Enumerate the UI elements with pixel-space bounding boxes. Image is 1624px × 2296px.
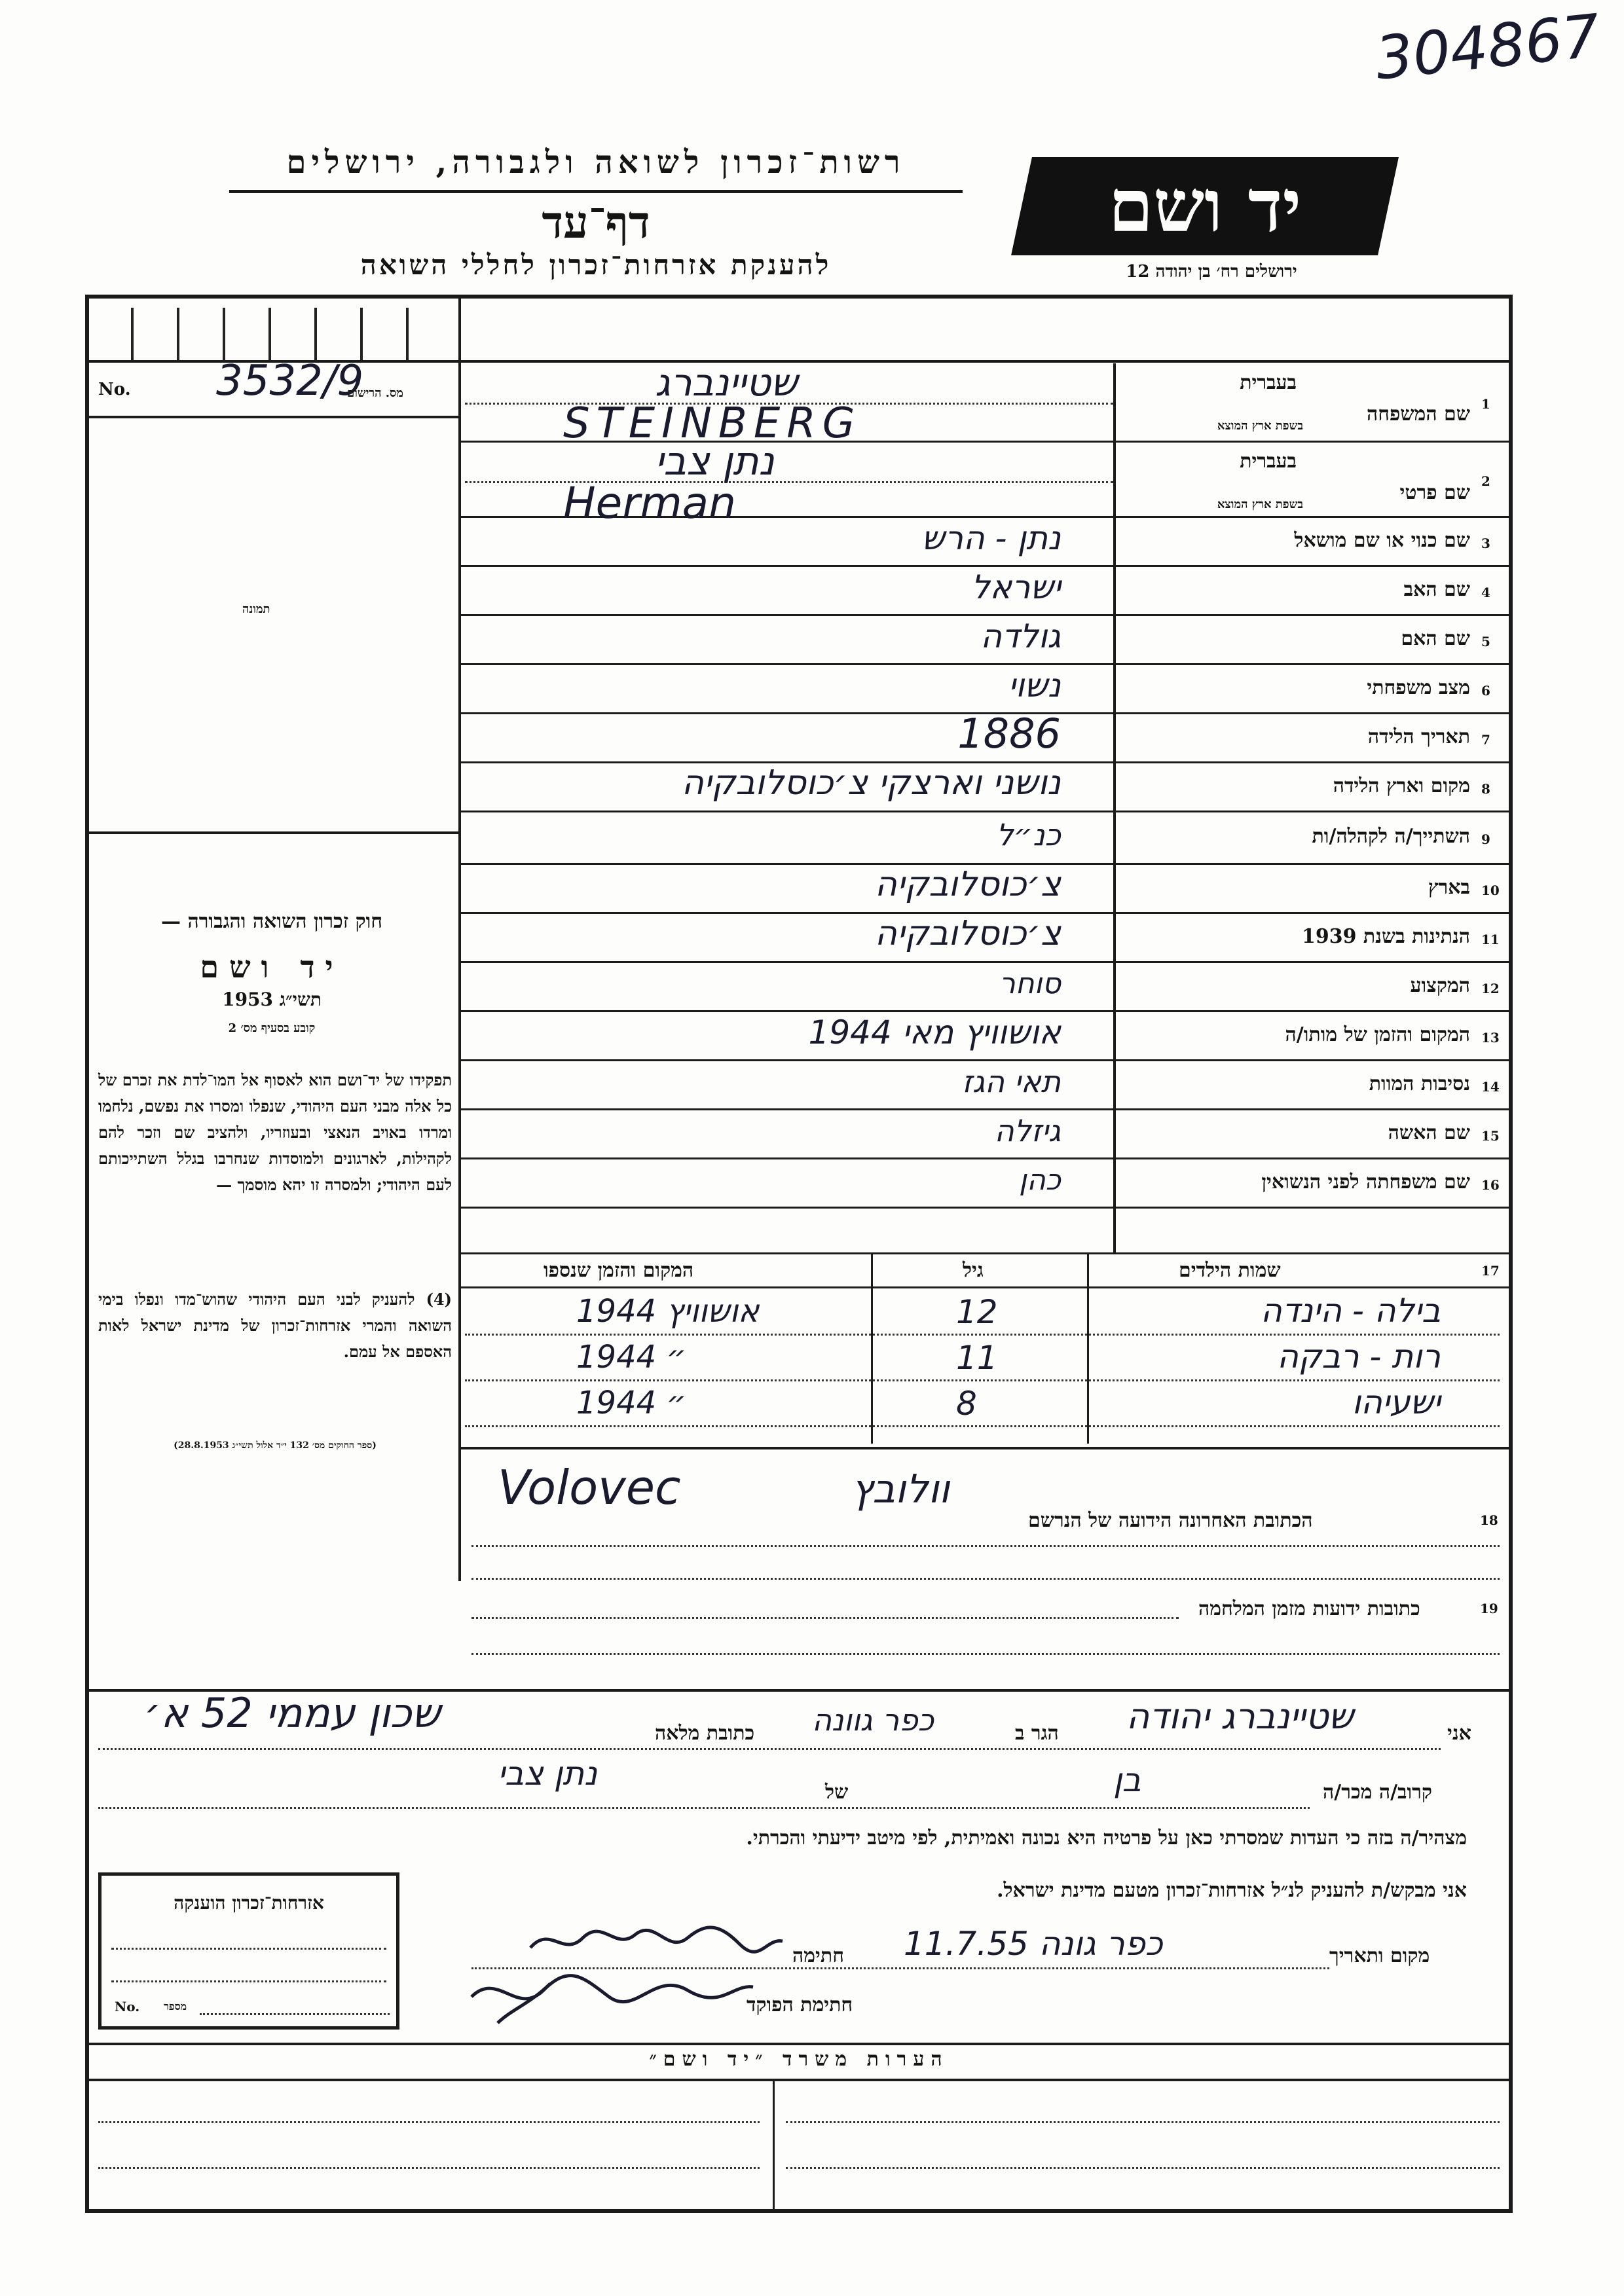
law-name: יד ושם (200, 949, 344, 985)
field-row-rule (458, 1157, 1513, 1159)
field-2-number: 2 (1481, 473, 1490, 489)
law-source-note: (ספר החוקים מס׳ 132 י״ד אלול תשי״ג 28.8.1953) (174, 1440, 377, 1451)
address-line-18b (471, 1578, 1500, 1580)
field-11-value: צ׳כוסלובקיה (874, 914, 1061, 954)
form-subtitle: להענקת אזרחות־זכרון לחללי השואה (360, 249, 832, 281)
field-1-sub-origin: בשפת ארץ המוצא (1217, 419, 1303, 433)
registration-no-label: No. (98, 380, 131, 399)
child-place-time: אושוויץ 1944 (576, 1293, 760, 1330)
registration-label: מס. הרישום (347, 386, 403, 400)
decl-address-label: כתובת מלאה (655, 1722, 755, 1745)
field-11-label: הנתינות בשנת 1939 (1301, 924, 1470, 948)
field-row-rule (458, 1010, 1513, 1012)
field-3-label: שם כנוי או שם מושאל (1294, 528, 1470, 552)
org-title: רשות־זכרון לשואה ולגבורה, ירושלים (286, 144, 906, 181)
field-row-rule (458, 811, 1513, 812)
law-text-main: תפקידו של יד־ושם הוא לאסוף אל המו־לדת את זכרם של כל אלה מבני העם היהודי, שנפלו ומסרו את נפשם, נלחמו ומרדו באויב הנאצי ובעוזריו, ולהציב שם וזכר להם לקהילות, לארגונים ולמוסדות שנחרבו בגלל השתייכותם לעם היהודי; ולמסרה זו יהא מוסמך — (98, 1070, 452, 1194)
field-13-label: המקום והזמן של מותו/ה (1285, 1023, 1470, 1046)
field-5-number: 5 (1481, 633, 1490, 649)
field-4-number: 4 (1481, 584, 1490, 600)
field-15-label: שם האשה (1388, 1121, 1470, 1144)
citizenship-no-label: No. (115, 1999, 140, 2014)
field-14-value: תאי הגז (962, 1064, 1061, 1100)
children-col-divider-1 (871, 1254, 873, 1444)
decl-city: כפר גוונה (812, 1702, 934, 1738)
field-12-number: 12 (1481, 980, 1500, 996)
field-2-sub-origin: בשפת ארץ המוצא (1217, 498, 1303, 511)
field-14-number: 14 (1481, 1078, 1500, 1095)
official-signature (458, 1958, 760, 2030)
child-age: 8 (956, 1385, 977, 1423)
field-16-number: 16 (1481, 1176, 1500, 1193)
field-8-label: מקום וארץ הלידה (1333, 774, 1470, 797)
children-top-rule (458, 1252, 1513, 1254)
field-15-value: גיזלה (994, 1113, 1061, 1149)
child-age: 11 (956, 1339, 998, 1377)
decl-resides: הגר ב (1015, 1722, 1059, 1745)
field-10-value: צ׳כוסלובקיה (874, 865, 1061, 905)
field-1-number: 1 (1481, 396, 1490, 412)
field-row-rule (458, 565, 1513, 567)
decl-place-date-label: מקום ותאריך (1329, 1944, 1430, 1967)
address-line-19b (471, 1653, 1500, 1655)
field-7-number: 7 (1481, 731, 1490, 748)
citizenship-box (98, 1872, 399, 2030)
children-header-rule (458, 1286, 1513, 1288)
decl-relative-label: קרוב/ה מכר/ה (1323, 1781, 1432, 1804)
field-2-sub-hebrew: בעברית (1240, 450, 1297, 473)
decl-ani: אני (1447, 1722, 1471, 1745)
field-9-label: השתייך/ה לקהלה/ות (1312, 825, 1470, 848)
field-row-rule (458, 1059, 1513, 1061)
decl-statement: מצהיר/ה בזה כי העדות שמסרתי כאן על פרטיה היא נכונה ואמיתית, לפי מיטב ידיעתי והכרתי. (746, 1827, 1467, 1850)
field-7-label: תאריך הלידה (1367, 725, 1470, 748)
field-row-rule (458, 614, 1513, 616)
citizenship-mispar-label: מספר (164, 2000, 187, 2013)
field-8-number: 8 (1481, 780, 1490, 797)
last-address-latin: Volovec (498, 1460, 681, 1515)
child-name: ישעיהו (1352, 1383, 1441, 1421)
children-header-names: שמות הילדים (1179, 1259, 1281, 1282)
decl-place-date: כפר גונה 11.7.55 (904, 1925, 1163, 1963)
field-2-value-hebrew: נתן צבי (655, 439, 775, 484)
remarks-title: הערות משרד ״יד ושם״ (649, 2048, 949, 2071)
field-row-rule (458, 663, 1513, 665)
field-10-label: בארץ (1428, 875, 1470, 899)
decl-address: שכון עממי 52 א׳ (144, 1689, 441, 1737)
child-age: 12 (956, 1293, 998, 1331)
logo-address: ירושלים רח׳ בן יהודה 12 (1126, 262, 1297, 282)
field-4-value: ישראל (971, 568, 1061, 606)
field-3-value: נתן - הרש (921, 519, 1061, 557)
decl-witness-name: שטיינברג יהודה (1126, 1696, 1354, 1737)
address-line-19a (471, 1617, 1179, 1619)
field-6-number: 6 (1481, 682, 1490, 699)
child-name: בילה - הינדה (1261, 1292, 1441, 1330)
logo-text: יד ושם (1108, 164, 1302, 248)
children-row-rule (465, 1379, 1500, 1381)
law-text-clause-4: (4) להעניק לבני העם היהודי שהוש־מדו ונפלו בימי השואה והמרי אזרחות־זכרון של מדינת ישראל לאות האספם אל עמם. (98, 1290, 452, 1361)
field-11-number: 11 (1481, 931, 1500, 947)
field-19-number: 19 (1480, 1601, 1498, 1616)
field-9-value: כנ״ל (996, 816, 1061, 852)
citizenship-box-title: אזרחות־זכרון הוענקה (174, 1892, 324, 1914)
children-col-divider-2 (1087, 1254, 1089, 1444)
field-10-number: 10 (1481, 882, 1500, 898)
field-17-number: 17 (1481, 1263, 1500, 1279)
field-row-rule (458, 961, 1513, 963)
law-title: חוק זכרון השואה והגבורה — (161, 910, 382, 933)
field-12-value: סוחר (999, 966, 1061, 1000)
last-address-hebrew: וולובץ (851, 1467, 950, 1512)
field-6-label: מצב משפחתי (1367, 676, 1470, 699)
field-6-value: נשוי (1008, 666, 1061, 704)
field-3-number: 3 (1481, 535, 1490, 551)
field-1-value-hebrew: שטיינברג (655, 360, 798, 405)
children-header-place: המקום והזמן שנספו (544, 1259, 694, 1282)
official-signature-label: חתימת הפוקד (747, 1994, 853, 2016)
field-2-value-origin: Herman (563, 478, 736, 528)
field-row-rule (458, 1207, 1513, 1209)
field-14-label: נסיבות המוות (1369, 1072, 1470, 1095)
field-1-value-origin: STEINBERG (563, 399, 862, 448)
child-place-time: ״ 1944 (576, 1385, 687, 1421)
field-16-value: כהן (1018, 1163, 1061, 1197)
field-2-midline (465, 481, 1113, 483)
wartime-addresses-label: כתובות ידועות מזמן המלחמה (1198, 1597, 1420, 1620)
field-12-label: המקצוע (1410, 974, 1470, 997)
decl-of-label: של (825, 1781, 849, 1804)
address-line-18a (471, 1545, 1500, 1547)
registration-boxes (92, 301, 458, 360)
field-13-number: 13 (1481, 1029, 1500, 1046)
archive-stamp-number: 304867 (1372, 1, 1604, 94)
children-row-rule (465, 1334, 1500, 1336)
registration-number: 3532/9 (216, 357, 364, 405)
decl-signature-label: חתימה (792, 1944, 844, 1967)
field-7-value: 1886 (957, 710, 1061, 758)
child-place-time: ״ 1944 (576, 1339, 687, 1376)
field-16-label: שם משפחתה לפני הנשואין (1261, 1170, 1470, 1194)
field-8-value: נושני וארצקי צ׳כוסלובקיה (681, 763, 1061, 803)
field-4-label: שם האב (1403, 577, 1470, 601)
field-5-label: שם האם (1401, 627, 1470, 650)
field-15-number: 15 (1481, 1127, 1500, 1144)
field-9-number: 9 (1481, 831, 1490, 847)
field-18-number: 18 (1480, 1512, 1498, 1528)
child-name: רות - רבקה (1277, 1338, 1441, 1376)
field-5-value: גולדה (980, 617, 1061, 655)
children-row-rule (465, 1425, 1500, 1427)
header-rule (229, 190, 963, 193)
field-2-label: שם פרטי (1399, 481, 1470, 504)
law-clause: קובע בסעיף מס׳ 2 (228, 1021, 316, 1035)
field-1-label: שם המשפחה (1366, 403, 1470, 426)
decl-relation: בן (1113, 1761, 1141, 1799)
photo-label: תמונה (242, 602, 270, 616)
field-row-rule (458, 1108, 1513, 1110)
last-address-label: הכתובת האחרונה הידועה של הנרשם (1028, 1509, 1313, 1532)
field-1-sub-hebrew: בעברית (1240, 371, 1297, 394)
children-header-age: גיל (963, 1259, 984, 1282)
law-year: תשי״ג 1953 (222, 989, 322, 1010)
decl-of-name: נתן צבי (498, 1755, 598, 1793)
field-13-value: אושוויץ מאי 1944 (808, 1013, 1061, 1051)
form-title: דף־עד (542, 196, 650, 249)
decl-request: אני מבקש/ת להעניק לנ״ל אזרחות־זכרון מטעם מדינת ישראל. (997, 1879, 1467, 1902)
